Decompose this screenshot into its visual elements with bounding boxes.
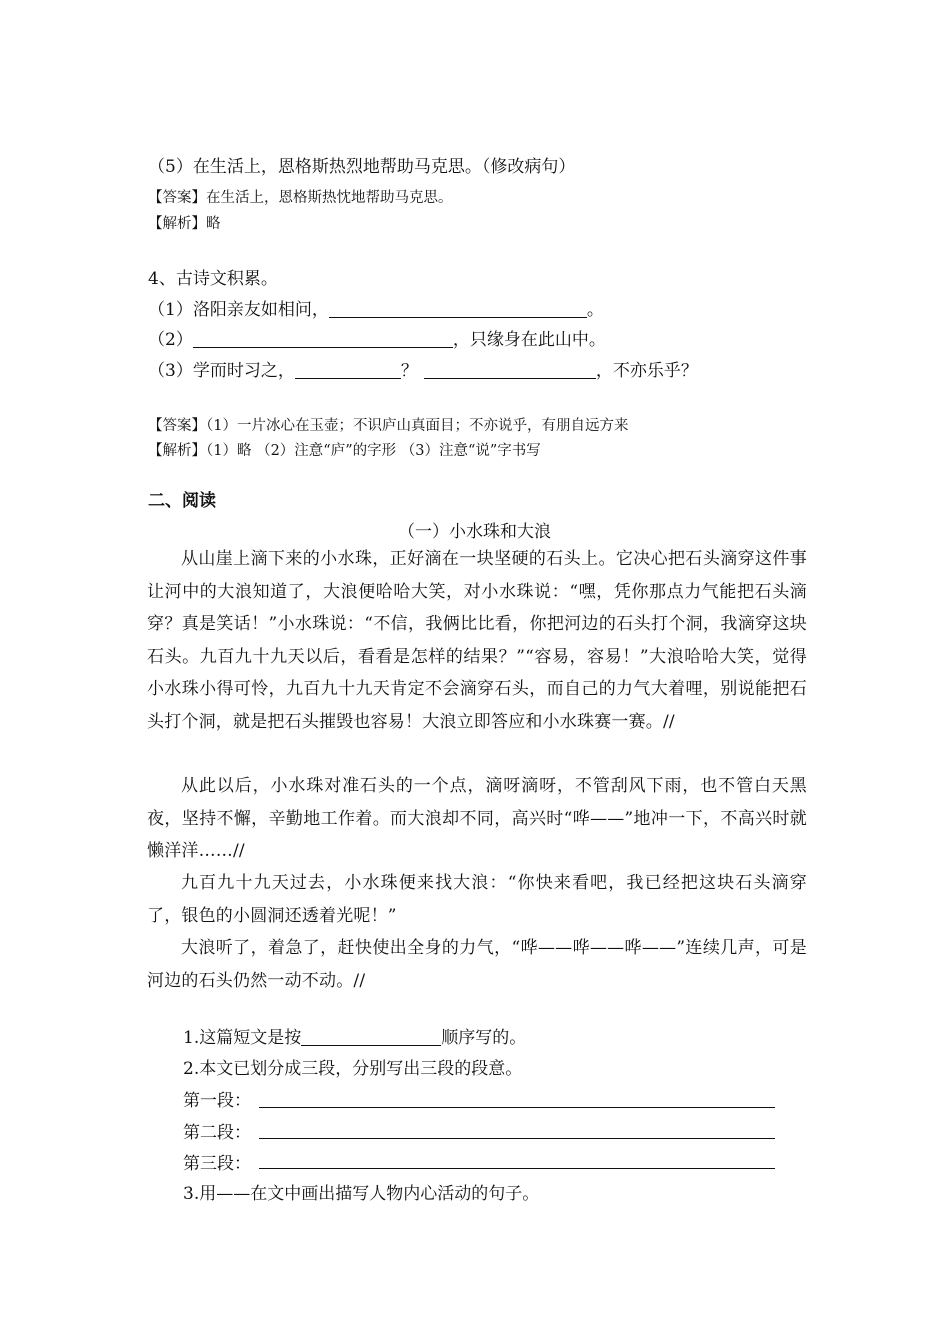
segment-3-label: 第三段：: [183, 1154, 251, 1174]
analysis-5: 【解析】略: [148, 216, 221, 232]
q4-line-1-end: 。: [586, 300, 604, 320]
q4-line-3-mid: ？: [400, 361, 418, 381]
segment-1-line[interactable]: [259, 1107, 775, 1108]
q4-line-2-end: ，只缘身在此山中。: [452, 330, 606, 350]
exercise-1: [183, 1026, 526, 1050]
q4-line-2-text: （2）: [148, 330, 193, 350]
fill-blank[interactable]: [295, 361, 401, 379]
exercise-1-text: 1.这篇短文是按: [183, 1028, 302, 1048]
q4-line-3-text: （3）学而时习之，: [148, 361, 295, 381]
passage-paragraph-2: 从此以后，小水珠对准石头的一个点，滴呀滴呀，不管刮风下雨，也不管白天黑夜，坚持不懈，辛勤地工作着。而大浪却不同，高兴时“哗——”地冲一下，不高兴时就懒洋洋……//: [147, 776, 807, 861]
question-5: （5）在生活上，恩格斯热烈地帮助马克思。（修改病句）: [148, 157, 576, 177]
q4-line-3-end: ，不亦乐乎？: [595, 361, 698, 381]
passage-title: （一）小水珠和大浪: [398, 522, 551, 542]
fill-blank[interactable]: [193, 330, 453, 348]
q4-line-2: [148, 328, 606, 352]
answer-5: 【答案】在生活上，恩格斯热忱地帮助马克思。: [148, 190, 453, 206]
q4-title: 4、古诗文积累。: [148, 269, 278, 289]
segment-2-line[interactable]: [259, 1138, 775, 1139]
q4-line-3: [148, 359, 698, 383]
passage-paragraph-1: 从山崖上滴下来的小水珠，正好滴在一块坚硬的石头上。它决心把石头滴穿这件事让河中的大浪知道了，大浪便哈哈大笑，对小水珠说：“嘿，凭你那点力气能把石头滴穿？真是笑话！”小水珠说：“不信，我俩比比看，你把河边的石头打个洞，我滴穿这块石头。九百九十九天以后，看看是怎样的结果？”“容易，容易！”大浪哈哈大笑，觉得小水珠小得可怜，九百九十九天肯定不会滴穿石头，而自己的力气大着哩，别说能把石头打个洞，就是把石头摧毁也容易！大浪立即答应和小水珠赛一赛。//: [147, 549, 807, 732]
q4-analysis: 【解析】（1）略 （2）注意“庐”的字形 （3）注意“说”字书写: [148, 443, 541, 459]
q4-answer: 【答案】（1）一片冰心在玉壶；不识庐山真面目；不亦说乎，有朋自远方来: [148, 418, 629, 434]
q4-line-1: [148, 298, 604, 322]
passage-paragraph-4: 大浪听了，着急了，赶快使出全身的力气，“哗——哗——哗——”连续几声，可是河边的石头仍然一动不动。//: [147, 938, 807, 991]
section-heading: 二、阅读: [148, 491, 216, 511]
segment-3-line[interactable]: [259, 1168, 775, 1169]
segment-1-label: 第一段：: [183, 1091, 251, 1111]
passage-paragraph-3: 九百九十九天过去，小水珠便来找大浪：“你快来看吧，我已经把这块石头滴穿了，银色的小圆洞还透着光呢！”: [147, 873, 807, 926]
fill-blank[interactable]: [329, 300, 587, 318]
q4-line-1-text: （1）洛阳亲友如相问，: [148, 300, 329, 320]
exercise-3: 3.用——在文中画出描写人物内心活动的句子。: [183, 1184, 540, 1204]
segment-2-label: 第二段：: [183, 1123, 251, 1143]
fill-blank[interactable]: [424, 361, 596, 379]
exercise-2: 2.本文已划分成三段，分别写出三段的段意。: [183, 1059, 523, 1079]
fill-blank[interactable]: [301, 1028, 441, 1046]
exercise-1-end: 顺序写的。: [441, 1028, 527, 1048]
